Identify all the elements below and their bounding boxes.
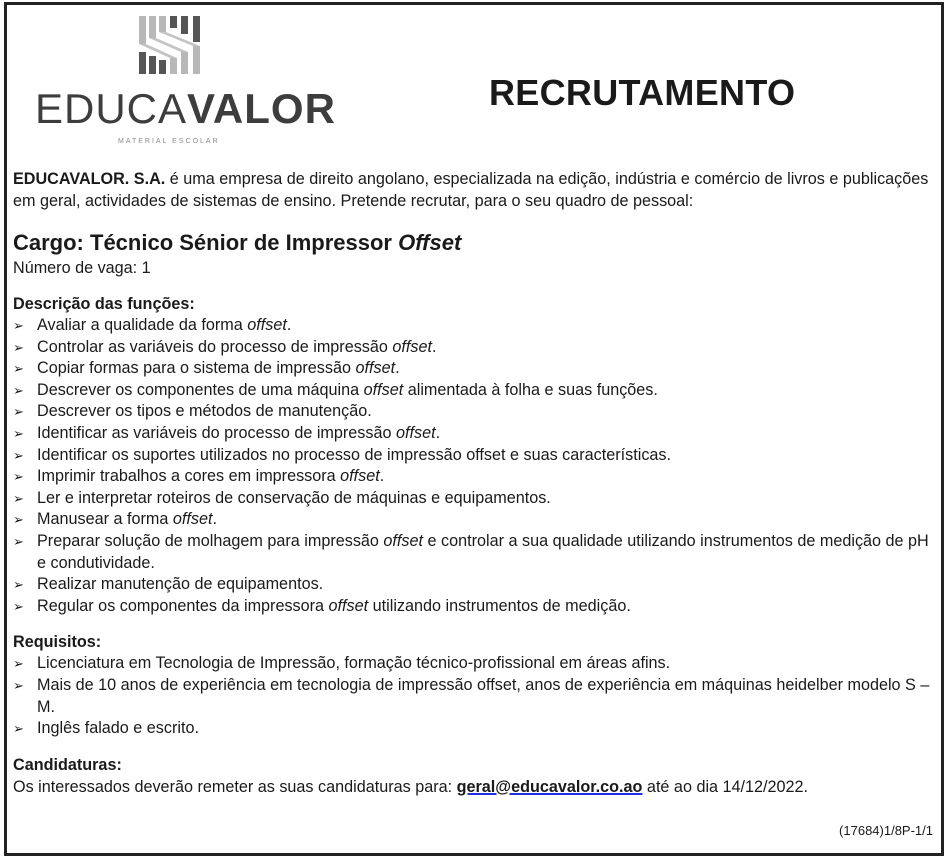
functions-heading: Descrição das funções:	[13, 295, 195, 313]
list-item: ➢ Regular os componentes da impressora offset utilizando instrumentos de medição.	[13, 596, 939, 618]
applications-heading: Candidaturas:	[13, 755, 122, 774]
company-name: EDUCAVALOR. S.A.	[13, 170, 166, 188]
list-item: ➢ Controlar as variáveis do processo de impressão offset.	[13, 337, 939, 359]
logo-subtitle: MATERIAL ESCOLAR	[118, 138, 220, 145]
requirements-list	[13, 653, 939, 739]
arrow-bullet-icon: ➢	[13, 721, 24, 737]
arrow-bullet-icon: ➢	[13, 447, 24, 463]
list-item: ➢ Identificar as variáveis do processo de impressão offset.	[13, 423, 939, 445]
list-item: ➢ Avaliar a qualidade da forma offset.	[13, 315, 939, 337]
document-body	[13, 168, 939, 798]
arrow-bullet-icon: ➢	[13, 677, 24, 693]
reference-code: (17684)1/8P-1/1	[839, 823, 933, 838]
page-title: RECRUTAMENTO	[489, 72, 796, 113]
arrow-bullet-icon: ➢	[13, 425, 24, 441]
requirements-heading: Requisitos:	[13, 633, 102, 652]
list-item: ➢ Manusear a forma offset.	[13, 509, 939, 531]
list-item: ➢ Licenciatura em Tecnologia de Impressão, formação técnico-profissional em áreas afins.	[13, 653, 939, 675]
list-item: ➢ Descrever os componentes de uma máquina offset alimentada à folha e suas funções.	[13, 380, 939, 402]
email-link[interactable]: geral@educavalor.co.ao	[456, 777, 643, 796]
vacancy-count: Número de vaga: 1	[13, 259, 151, 277]
logo-wordmark: EDUCAVALOR	[35, 85, 336, 132]
arrow-bullet-icon: ➢	[13, 361, 24, 377]
arrow-bullet-icon: ➢	[13, 404, 24, 420]
list-item: ➢ Descrever os tipos e métodos de manutenção.	[13, 401, 939, 423]
list-item: ➢ Inglês falado e escrito.	[13, 718, 939, 740]
arrow-bullet-icon: ➢	[13, 469, 24, 485]
arrow-bullet-icon: ➢	[13, 598, 24, 614]
arrow-bullet-icon: ➢	[13, 656, 24, 672]
arrow-bullet-icon: ➢	[13, 577, 24, 593]
logo-stripes-icon	[137, 14, 207, 76]
position-title: Cargo: Técnico Sénior de Impressor Offset	[13, 230, 462, 255]
arrow-bullet-icon: ➢	[13, 318, 24, 333]
applications-text: Os interessados deverão remeter as suas candidaturas para: geral@educavalor.co.ao até ao dia 14/12/2022.	[13, 777, 809, 796]
functions-list	[13, 315, 939, 617]
arrow-bullet-icon: ➢	[13, 382, 24, 398]
arrow-bullet-icon: ➢	[13, 533, 24, 549]
arrow-bullet-icon: ➢	[13, 512, 24, 528]
list-item: ➢ Preparar solução de molhagem para impressão offset e controlar a sua qualidade utilizando instrumentos de medição de pH e condutividade.	[13, 531, 929, 572]
intro-paragraph: EDUCAVALOR. S.A. é uma empresa de direito angolano, especializada na edição, indústria e comércio de livros e publicações em geral, actividades de sistemas de ensino. Pretende recrutar, para o seu quadro de pessoal:	[13, 170, 929, 210]
list-item: ➢ Copiar formas para o sistema de impressão offset.	[13, 358, 939, 380]
list-item: ➢ Identificar os suportes utilizados no processo de impressão offset e suas características.	[13, 445, 939, 467]
list-item: ➢ Realizar manutenção de equipamentos.	[13, 574, 939, 596]
company-logo	[30, 14, 336, 145]
arrow-bullet-icon: ➢	[13, 339, 24, 355]
list-item: ➢ Imprimir trabalhos a cores em impressora offset.	[13, 466, 939, 488]
arrow-bullet-icon: ➢	[13, 490, 24, 506]
list-item: ➢ Ler e interpretar roteiros de conservação de máquinas e equipamentos.	[13, 488, 939, 510]
list-item: ➢ Mais de 10 anos de experiência em tecnologia de impressão offset, anos de experiência em máquinas heidelber modelo S – M.	[13, 675, 930, 716]
